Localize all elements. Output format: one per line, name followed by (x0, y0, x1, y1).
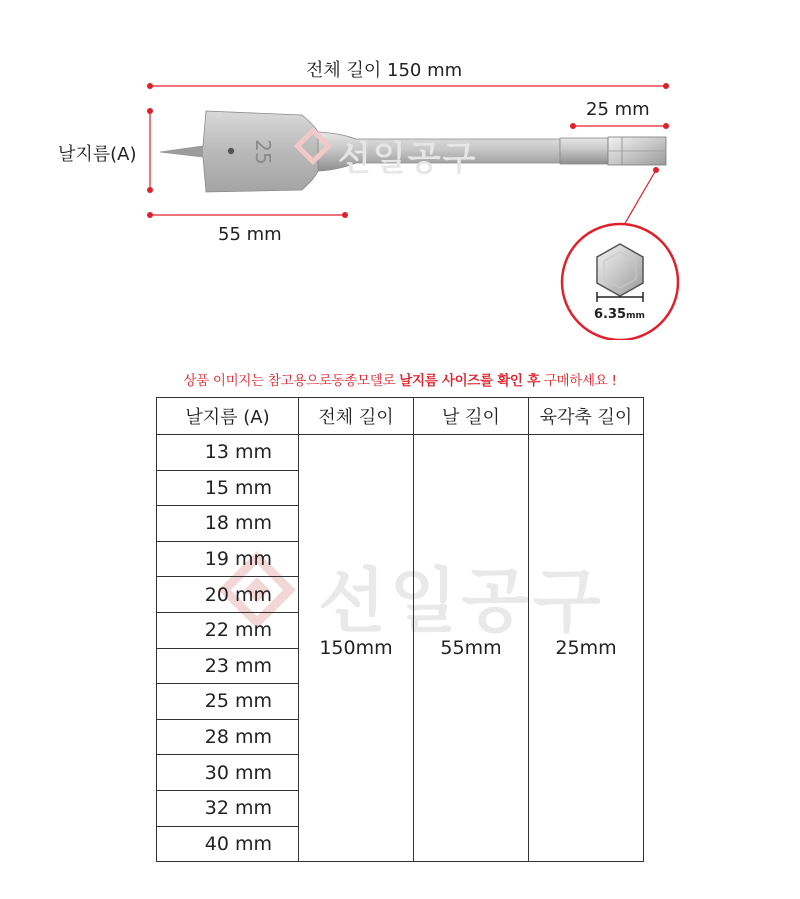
table-row (157, 435, 644, 471)
dimension-total-line (147, 83, 669, 89)
table-header-row (157, 398, 644, 435)
header-hex-length: 육각축 길이 (529, 398, 644, 435)
drill-bit-drawing (0, 0, 800, 340)
pointer-line (624, 167, 659, 225)
size-cell: 40 mm (157, 826, 299, 862)
size-cell: 20 mm (157, 577, 299, 613)
size-cell: 28 mm (157, 719, 299, 755)
watermark-text-small: 선일공구 (338, 139, 478, 179)
notice-part1: 상품 이미지는 참고용으로동종모델로 (183, 373, 400, 389)
size-cell: 15 mm (157, 470, 299, 506)
dimension-hex-line (570, 123, 669, 129)
header-blade-diameter: 날지름 (A) (157, 398, 299, 435)
hex-size-value: 6.35 (594, 307, 627, 322)
hex-length-value: 25mm (529, 435, 644, 862)
watermark-text: 선일공구 (318, 560, 605, 642)
dimension-width-line (147, 108, 153, 193)
dimension-blade-line (147, 212, 348, 218)
notice-part3: 구매하세요 ! (539, 373, 617, 389)
spec-table (156, 397, 644, 862)
total-length-value: 150mm (299, 435, 414, 862)
hex-length-label: 25 mm (586, 99, 650, 120)
hex-size-unit: mm (626, 311, 645, 321)
notice-emphasis: 날지름 사이즈를 확인 후 (399, 373, 540, 389)
blade-length-value: 55mm (414, 435, 529, 862)
blade-length-label: 55 mm (218, 224, 282, 245)
total-length-label: 전체 길이 150 mm (306, 60, 463, 81)
size-cell: 13 mm (157, 435, 299, 471)
size-cell: 32 mm (157, 790, 299, 826)
size-cell: 25 mm (157, 684, 299, 720)
bit-engraving: 25 (251, 139, 275, 165)
blade-width-label: 날지름(A) (58, 144, 137, 165)
size-cell: 22 mm (157, 612, 299, 648)
size-cell: 18 mm (157, 506, 299, 542)
header-blade-length: 날 길이 (414, 398, 529, 435)
notice-text (0, 369, 800, 389)
size-cell: 19 mm (157, 541, 299, 577)
size-cell: 23 mm (157, 648, 299, 684)
size-cell: 30 mm (157, 755, 299, 791)
hex-section-circle (562, 224, 678, 340)
header-total-length: 전체 길이 (299, 398, 414, 435)
